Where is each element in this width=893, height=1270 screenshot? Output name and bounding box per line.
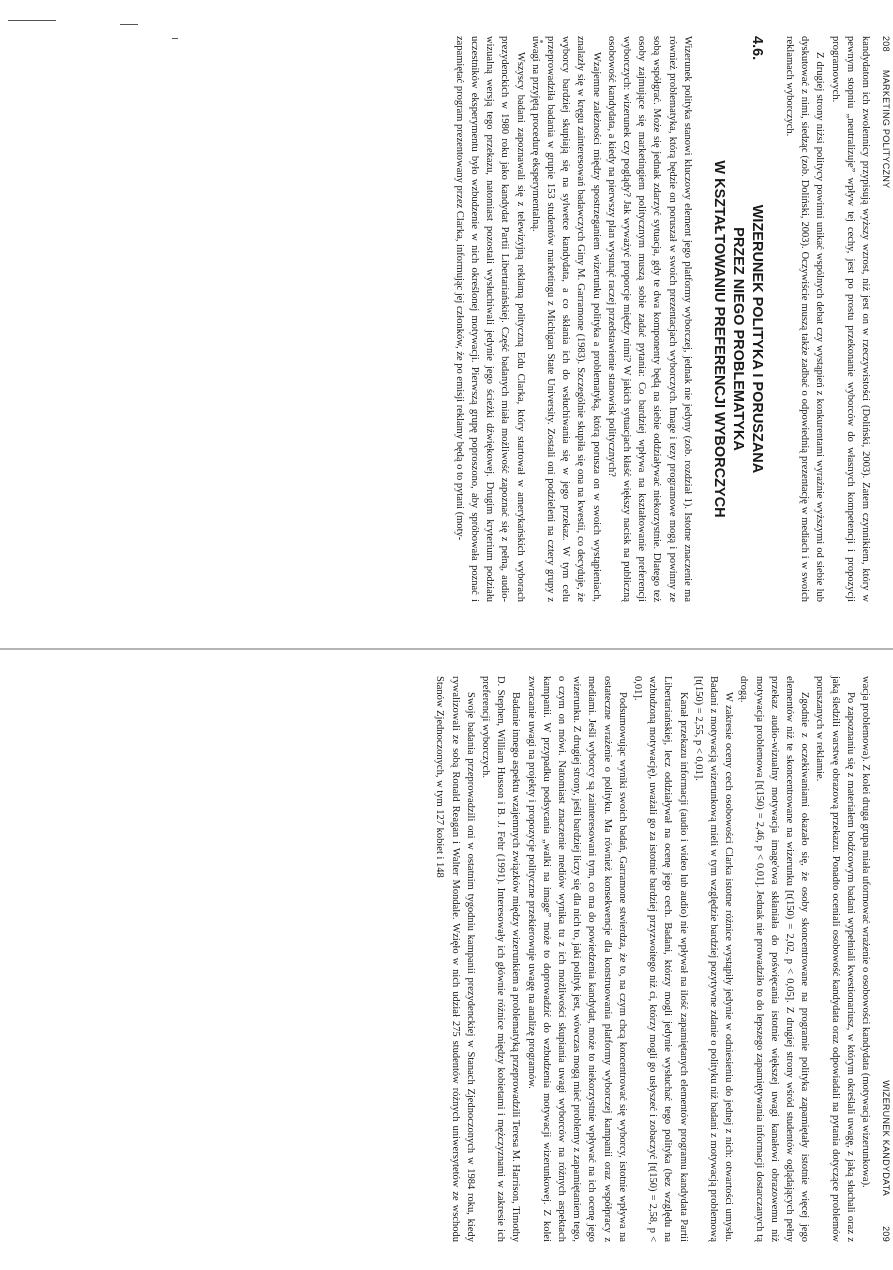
paragraph: Po zapoznaniu się z materiałem bodźcowym badani wypełniali kwestionariusz, w którym określali uwagę, z jaką słuchali oraz z jaką śledzili warstwę obrazową przekazu. Ponadto oceniali osobowość kandydata oraz odpowiadali na pytania dotyczące problemów poruszanych w reklamie. bbox=[814, 676, 856, 1242]
paragraph: kandydatom ich zwolennicy przypisują wyższy wzrost, niż jest on w rzeczywistości (Doliński, 2003). Zatem czynnikiem, który w pewnym stopniu „neutralizuje” wpływ tej cechy, jest po prostu przekonanie wyborców do własnych kompetencji i propozycji programowych. bbox=[829, 36, 871, 602]
left-running-head: MARKETING POLITYCZNY bbox=[881, 69, 891, 189]
section-title-line: W KSZTAŁTOWANIU PREFERENCJI WYBORCZYCH bbox=[710, 160, 727, 518]
paragraph: W zakresie oceny cech osobowości Clarka istotne różnice wystąpiły jedynie w odniesieniu do jednej z nich: otwartości umysłu. Badani z motywacją wizerunkową mieli w tym względzie bardziej pozytywne zdanie o polityku niż badani z motywacją problemową [t(150) = 2,55, p < 0,01]. bbox=[692, 676, 735, 1242]
section-number: 4.6. bbox=[748, 36, 765, 61]
paragraph: Wzajemne zależności między spostrzeganiem wizerunku polityka a problematyką, którą porusza on w swoich wystąpieniach, znalazły się w kręgu zainteresowań badawczych Giny M. Garramone (1983). Szczególnie skupiła się ona na kwestii, co decyduje, że wyborcy bardziej skupiają się na sylwetce kandydata, a co skłania ich do wsłuchiwania się w jego przekaz. W tym celu przeprowadziła badania w grupie 153 studentów marketingu z Michigan State University. Zostali oni podzieleni na cztery grupy z uwagi na przyjętą procedurę eksperymentalną. bbox=[529, 36, 602, 602]
left-page bbox=[33, 0, 893, 630]
paragraph: Wszyscy badani zapoznawali się z telewizyjną reklamą polityczną Edu Clarka, który startował w amerykańskich wyborach prezydenckich w 1980 roku jako kandydat Partii Libertariańskiej. Część badanych miała możliwość zapoznać się z pełną, audio-wizualną wersją tego przekazu, natomiast pozostali wysłuchiwali jedynie jego ścieżki dźwiękowej. Drugim kryterium podziału uczestników eksperymentu było wzbudzenie w nich określonej motywacji. Pierwszą grupę poproszono, aby spróbowała poznać i zapamiętać program prezentowany przez Clarka, informując jej członków, że po emisji reklamy będą o to pytani (moty- bbox=[453, 36, 526, 602]
paragraph: Zgodnie z oczekiwaniami okazało się, że osoby skoncentrowane na programie polityka zapamiętały istotnie więcej jego elementów niż te skoncentrowane na wizerunku [t(150) = 2,02, p < 0,05]. Z drugiej strony wśród studentów oglądających pełny przekaz audio-wizualny motywacja image'owa skłaniała do poświęcania istotnie większej uwagi kanałowi obrazowemu niż motywacja problemowa [t(150) = 2,46, p < 0,01]. Jednak nie prowadziło to do lepszego zapamiętywania informacji dostarczanych tą drogą. bbox=[738, 676, 811, 1242]
right-page-header bbox=[879, 640, 893, 1270]
paragraph: Z drugiej strony niżsi politycy powinni unikać wspólnych debat czy wystąpień z konkurentami wyraźnie wyższymi od siebie lub dyskutować z nimi, siedząc (zob. Doliński, 2003). Oczywiście muszą także zadbać o odpowiednią prezentację w mediach i w swoich reklamach wyborczych. bbox=[783, 36, 826, 602]
left-page-number: 208 bbox=[881, 36, 891, 52]
right-running-head: WIZERUNEK KANDYDATA bbox=[881, 1080, 891, 1197]
section-title-line: WIZERUNEK POLITYKA I PORUSZANA bbox=[748, 204, 765, 474]
right-page bbox=[33, 640, 893, 1270]
paragraph: Wizerunek polityka stanowi kluczowy element jego platformy wyborczej, jednak nie jedyny (zob. rozdział 1). Istotne znaczenie ma również problematyka, którą będzie on poruszał w swoich prezentacjach wyborczych. Image i tezy programowe mogą i powinny ze sobą współgrać. Może się jednak zdarzyć sytuacja, gdy te dwa komponenty będą na siebie oddziaływać niekorzystnie. Dlatego też osoby zajmujące się marketingiem politycznym muszą sobie zadać pytania: Co bardziej wpływa na kształtowanie preferencji wyborczych: wizerunek czy poglądy? Jak wyważyć proporcje między nimi? W jakich sytuacjach kłaść większy nacisk na publiczną osobowość kandydata, a kiedy na pierwszy plan wysunąć raczej przedstawienie stanowisk politycznych? bbox=[605, 36, 693, 602]
right-page-number: 209 bbox=[881, 1226, 891, 1242]
right-page-body bbox=[432, 640, 879, 1270]
paragraph: wacja problemowa). Z kolei druga grupa miała uformować wrażenie o osobowości kandydata (motywacja wizerunkowa). bbox=[860, 676, 871, 1188]
section-title-line: PRZEZ NIEGO PROBLEMATYKA bbox=[729, 227, 746, 451]
paragraph: Swoje badania przeprowadzili oni w ostatnim tygodniu kampanii prezydenckiej w Stanach Zjednoczonych w 1984 roku, kiedy rywalizowali ze sobą Ronald Reagan i Walter Mondale. Wzięło w nich udział 275 studentów różnych uniwersytetów ze wschodu Stanów Zjednoczonych, w tym 127 kobiet i 148 bbox=[434, 676, 476, 1242]
paragraph: Podsumowując wyniki swoich badań, Garramone stwierdza, że to, na czym chcą koncentrować się wyborcy, istotnie wpływa na ostateczne wrażenie o polityku. Ma również konsekwencje dla konstruowania platformy wyborczej kampanii oraz współpracy z mediami. Jeśli wyborcy są zainteresowani tym, co ma do powiedzenia kandydat, może to niekorzystnie wpływać na ich ocenę jego wizerunku. Z drugiej strony, jeśli bardziej liczy się dla nich to, jaki polityk jest, wówczas mogą mieć problemy z zapamiętaniem tego, o czym on mówi. Natomiast znaczenie mediów wynika tu z ich możliwości skupiania uwagi wyborców na różnych aspektach kampanii. W przypadku podsycania „walki na image” może to doprowadzić do wzbudzenia motywacji wizerunkowej. Z kolei zwracanie uwagi na projekty i propozycje polityczne przekierowuje uwagę na analizę programów. bbox=[525, 676, 628, 1242]
paragraph: Badanie innego aspektu wzajemnych związków między wizerunkiem a problematyką przeprowadzili Teresa M. Harrison, Timothy D. Stephen, William Husson i B. J. Fehr (1991). Interesowały ich głównie różnice między kobietami i mężczyznami w zakresie ich preferencji wyborczych. bbox=[479, 676, 522, 1242]
section-heading bbox=[709, 36, 766, 602]
left-page-body bbox=[452, 0, 879, 630]
left-page-header bbox=[879, 0, 893, 630]
paragraph: Kanał przekazu informacji (audio i wideo lub audio) nie wpływał na ilość zapamiętanych elementów programu kandydata Partii Libertariańskiej, lecz oddziaływał na ocenę jego cech. Badani, którzy mogli jedynie wysłuchać tego polityka (bez względu na wzbudzoną motywację), uważali go za istotnie bardziej przyzwoitego niż ci, którzy mogli go usłyszeć i zobaczyć [t(150) = 2,58, p < 0,01]. bbox=[631, 676, 689, 1242]
